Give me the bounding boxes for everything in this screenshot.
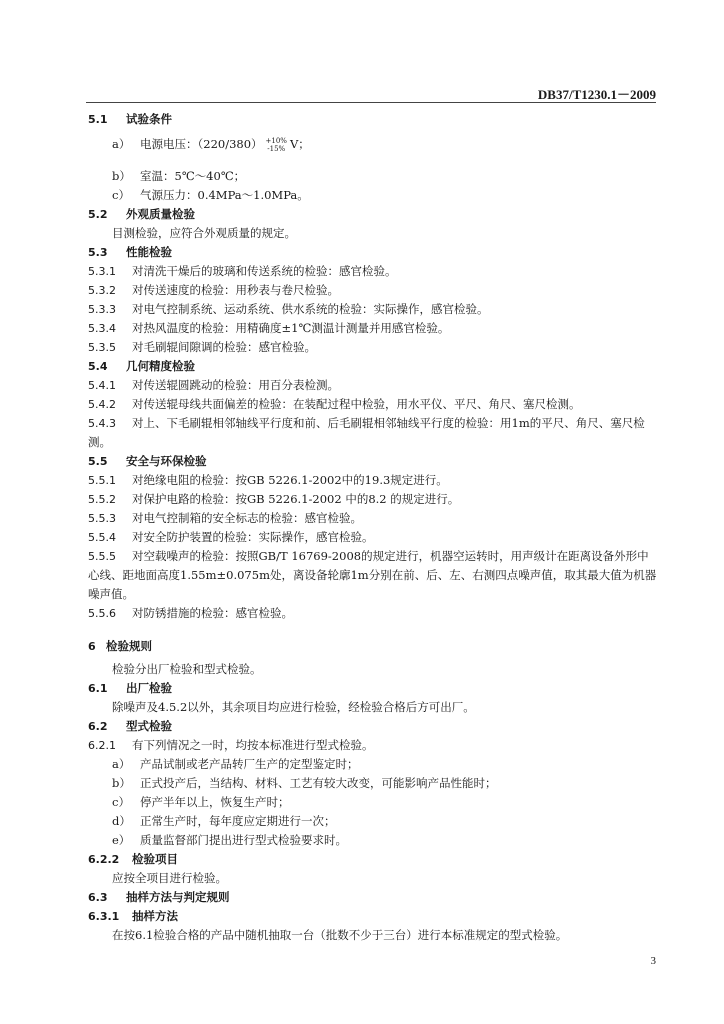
- list-item: [88, 167, 658, 186]
- section-number: 6.3.1: [88, 910, 120, 923]
- clause-number: 5.3.4: [88, 322, 116, 335]
- section-title: 几何精度检验: [126, 359, 195, 373]
- section-title: 外观质量检验: [126, 207, 195, 221]
- list-item-tag: a）: [112, 137, 131, 151]
- list-item-text: 电源电压：（220/380）: [140, 137, 263, 151]
- clause-text: 有下列情况之一时，均按本标准进行型式检验。: [132, 738, 374, 752]
- clause-text: 对传送辊圆跳动的检验：用百分表检测。: [132, 378, 339, 392]
- clause: [88, 528, 658, 547]
- clause: [88, 262, 658, 281]
- section-heading: [88, 850, 658, 869]
- paragraph: 目测检验，应符合外观质量的规定。: [112, 226, 296, 240]
- section-title: 抽样方法: [132, 909, 178, 923]
- list-item: [88, 831, 658, 850]
- clause-number: 5.4.2: [88, 398, 116, 411]
- section-number: 6.2: [88, 720, 108, 733]
- list-item: [88, 793, 658, 812]
- section-title: 出厂检验: [126, 681, 172, 695]
- list-item-tag: e）: [112, 833, 131, 847]
- clause-text: 对保护电路的检验：按GB 5226.1-2002 中的8.2 的规定进行。: [132, 492, 460, 506]
- clause-number: 5.3.5: [88, 341, 116, 354]
- clause-text: 对清洗干燥后的玻璃和传送系统的检验：感官检验。: [132, 264, 397, 278]
- page-number: 3: [650, 955, 656, 967]
- section-title: 试验条件: [126, 112, 172, 126]
- clause: [88, 281, 658, 300]
- list-item: [88, 755, 658, 774]
- section-heading: [88, 357, 658, 376]
- section-heading: [88, 452, 658, 471]
- section-heading: [88, 679, 658, 698]
- section-number: 5.2: [88, 208, 108, 221]
- section-number: 6.2.2: [88, 853, 120, 866]
- clause: [88, 547, 658, 604]
- voltage-tolerance: [266, 137, 287, 153]
- clause-number: 5.5.1: [88, 474, 116, 487]
- clause-number: 6.2.1: [88, 739, 116, 752]
- clause-text: 对上、下毛刷辊相邻轴线平行度和前、后毛刷辊相邻轴线平行度的检验：用1m的平尺、角尺、塞尺检测。: [88, 416, 645, 449]
- section-number: 6.1: [88, 682, 108, 695]
- list-item-tag: b）: [112, 169, 131, 183]
- clause-number: 5.3.3: [88, 303, 116, 316]
- section-heading: [88, 907, 658, 926]
- section-number: 5.3: [88, 246, 108, 259]
- clause-number: 5.5.2: [88, 493, 116, 506]
- header-divider: [86, 102, 656, 103]
- chapter-heading: [88, 637, 658, 656]
- clause-number: 5.4.1: [88, 379, 116, 392]
- clause: [88, 338, 658, 357]
- tolerance-lower: -15%: [267, 145, 286, 153]
- clause-number: 5.4.3: [88, 417, 116, 430]
- section-number: 5.5: [88, 455, 108, 468]
- list-item: [88, 129, 658, 159]
- clause-number: 5.3.2: [88, 284, 116, 297]
- clause: [88, 395, 658, 414]
- clause: [88, 300, 658, 319]
- section-number: 5.4: [88, 360, 108, 373]
- section-heading: [88, 110, 658, 129]
- paragraph: 除噪声及4.5.2以外，其余项目均应进行检验，经检验合格后方可出厂。: [112, 700, 475, 714]
- paragraph: 应按全项目进行检验。: [112, 871, 227, 885]
- tolerance-upper: +10%: [265, 137, 287, 145]
- clause: [88, 376, 658, 395]
- clause: [88, 319, 658, 338]
- section-number: 5.1: [88, 113, 108, 126]
- clause-text: 对传送辊母线共面偏差的检验：在装配过程中检验，用水平仪、平尺、角尺、塞尺检测。: [132, 397, 581, 411]
- section-heading: [88, 243, 658, 262]
- section-heading: [88, 888, 658, 907]
- section-title: 型式检验: [126, 719, 172, 733]
- clause-text: 对空载噪声的检验：按照GB/T 16769-2008的规定进行，机器空运转时，用声级计在距离设备外形中心线、距地面高度1.55m±0.075m处，离设备轮廓1m分别在前、后、左、右测四点噪声值，取其最大值为机器噪声值。: [88, 549, 657, 601]
- list-item-text: 气源压力：0.4MPa～1.0MPa。: [140, 188, 309, 202]
- list-item-text: 产品试制或老产品转厂生产的定型鉴定时；: [140, 757, 359, 771]
- clause: [88, 509, 658, 528]
- clause-text: 对电气控制箱的安全标志的检验：感官检验。: [132, 511, 362, 525]
- list-item-tag: c）: [112, 188, 130, 202]
- list-item-tag: b）: [112, 776, 131, 790]
- document-body: [88, 110, 658, 945]
- list-item: [88, 774, 658, 793]
- section-heading: [88, 717, 658, 736]
- list-item-text: 停产半年以上，恢复生产时；: [140, 795, 290, 809]
- section-title: 抽样方法与判定规则: [126, 890, 230, 904]
- list-item-tag: c）: [112, 795, 130, 809]
- chapter-title: 检验规则: [106, 639, 152, 653]
- paragraph: 在按6.1检验合格的产品中随机抽取一台（批数不少于三台）进行本标准规定的型式检验。: [112, 928, 568, 942]
- section-title: 检验项目: [132, 852, 178, 866]
- clause-number: 5.5.3: [88, 512, 116, 525]
- list-item-text: 正常生产时，每年度应定期进行一次；: [140, 814, 336, 828]
- clause-number: 5.5.5: [88, 550, 116, 563]
- list-item-text: 室温：5℃～40℃；: [140, 169, 246, 183]
- clause: [88, 736, 658, 755]
- clause-text: 对绝缘电阻的检验：按GB 5226.1-2002中的19.3规定进行。: [132, 473, 448, 487]
- section-number: 6.3: [88, 891, 108, 904]
- clause-text: 对传送速度的检验：用秒表与卷尺检验。: [132, 283, 339, 297]
- section-title: 性能检验: [126, 245, 172, 259]
- list-item-tag: a）: [112, 757, 131, 771]
- paragraph: 检验分出厂检验和型式检验。: [112, 662, 262, 676]
- list-item-tag: d）: [112, 814, 131, 828]
- list-item: [88, 812, 658, 831]
- clause: [88, 490, 658, 509]
- clause-text: 对电气控制系统、运动系统、供水系统的检验：实际操作，感官检验。: [132, 302, 489, 316]
- clause-text: 对毛刷辊间隙调的检验：感官检验。: [132, 340, 316, 354]
- list-item-text: 正式投产后，当结构、材料、工艺有较大改变，可能影响产品性能时；: [140, 776, 497, 790]
- list-item-text: 质量监督部门提出进行型式检验要求时。: [140, 833, 347, 847]
- clause: [88, 604, 658, 623]
- clause-text: 对防锈措施的检验：感官检验。: [132, 606, 293, 620]
- clause: [88, 414, 658, 452]
- section-heading: [88, 205, 658, 224]
- clause-text: 对安全防护装置的检验：实际操作，感官检验。: [132, 530, 374, 544]
- section-title: 安全与环保检验: [126, 454, 207, 468]
- unit-text: V；: [289, 137, 310, 151]
- document-code: DB37/T1230.1－2009: [537, 87, 656, 102]
- clause-number: 5.3.1: [88, 265, 116, 278]
- chapter-number: 6: [88, 640, 96, 653]
- clause: [88, 471, 658, 490]
- clause-number: 5.5.6: [88, 607, 116, 620]
- list-item: [88, 186, 658, 205]
- section-spacer: [88, 623, 658, 637]
- clause-text: 对热风温度的检验：用精确度±1℃测温计测量并用感官检验。: [132, 321, 450, 335]
- clause-number: 5.5.4: [88, 531, 116, 544]
